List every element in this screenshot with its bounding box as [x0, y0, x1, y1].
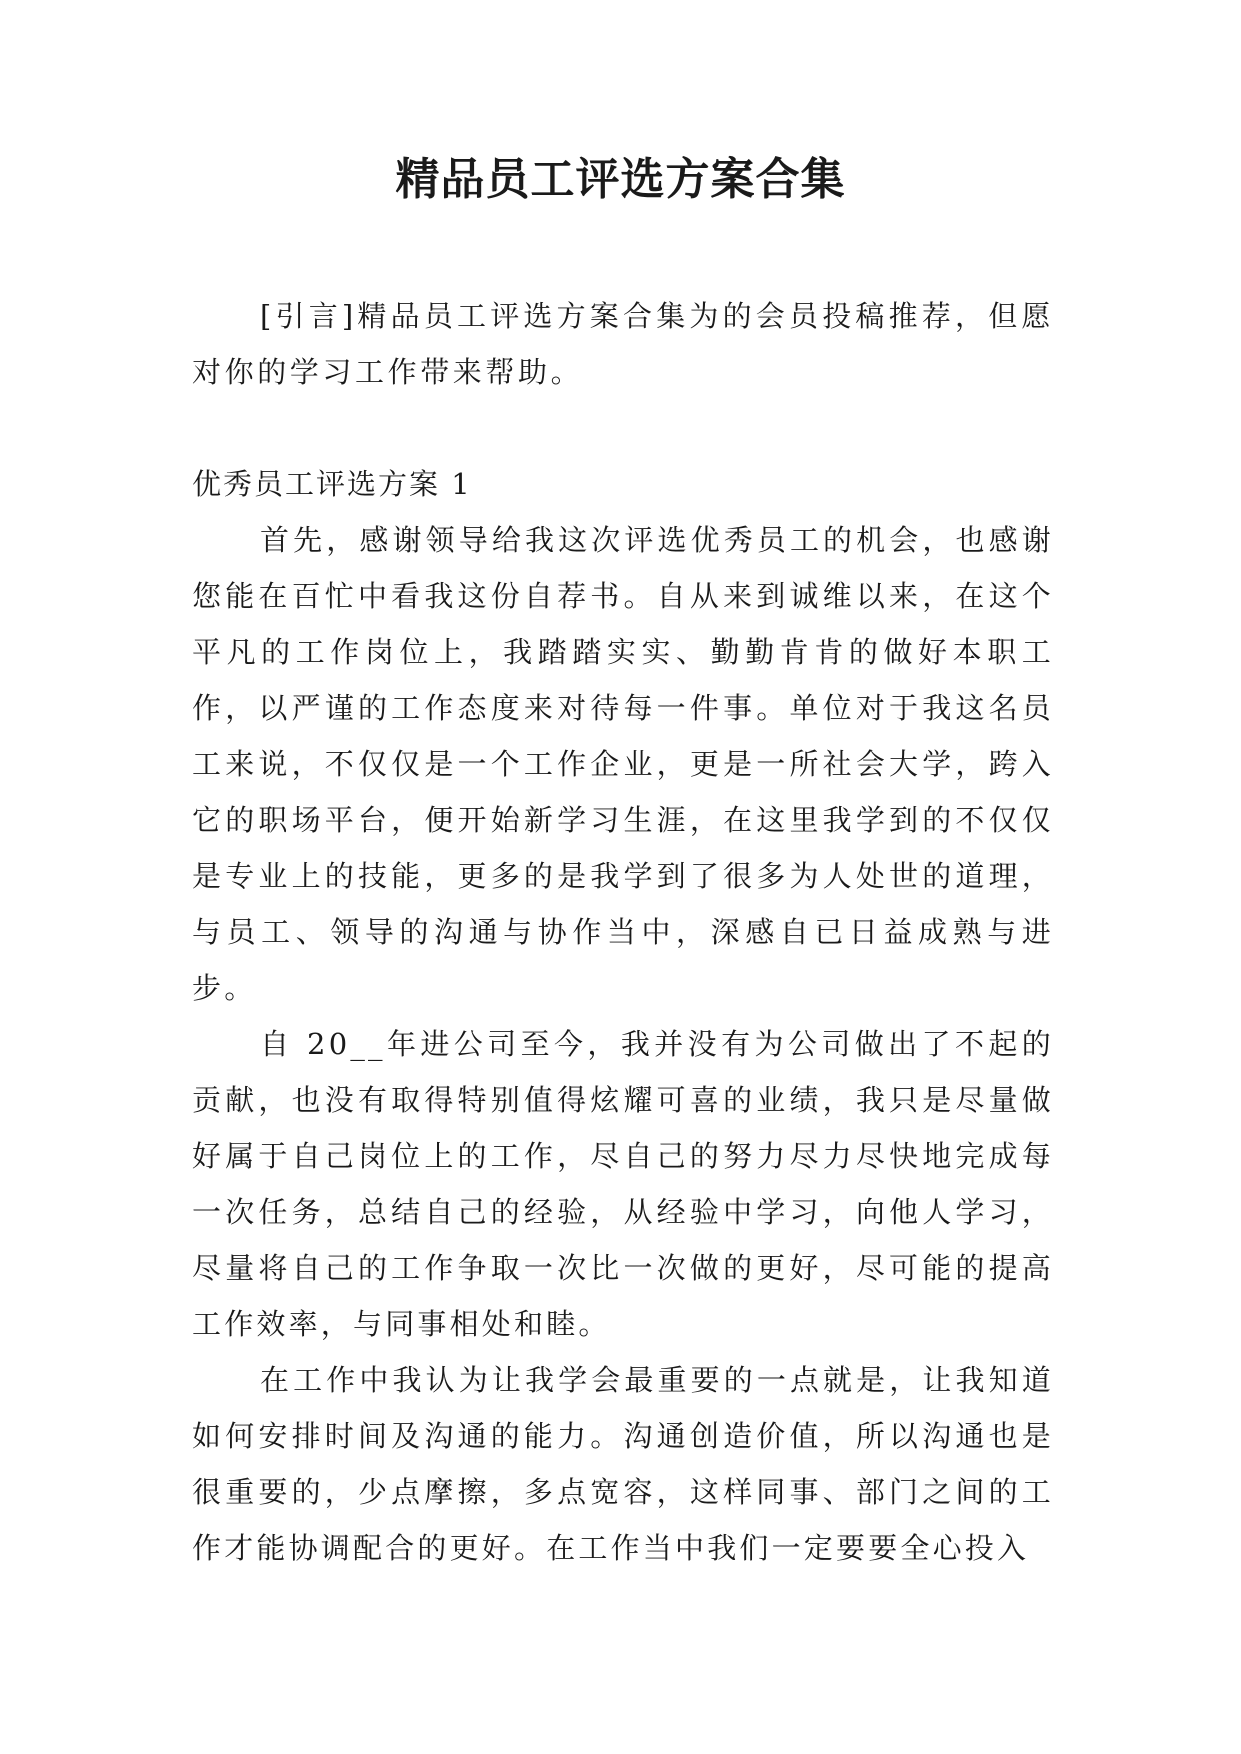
- section-heading: 优秀员工评选方案 1: [192, 467, 472, 501]
- body-paragraph: 在工作中我认为让我学会最重要的一点就是，让我知道如何安排时间及沟通的能力。沟通创造价值，所以沟通也是很重要的，少点摩擦，多点宽容，这样同事、部门之间的工作才能协调配合的更好。在工作当中我们一定要要全心投入: [192, 1363, 1054, 1565]
- body-paragraph: 首先，感谢领导给我这次评选优秀员工的机会，也感谢您能在百忙中看我这份自荐书。自从来到诚维以来，在这个平凡的工作岗位上，我踏踏实实、勤勤肯肯的做好本职工作，以严谨的工作态度来对待每一件事。单位对于我这名员工来说，不仅仅是一个工作企业，更是一所社会大学，跨入它的职场平台，便开始新学习生涯，在这里我学到的不仅仅是专业上的技能，更多的是我学到了很多为人处世的道理，与员工、领导的沟通与协作当中，深感自已日益成熟与进步。: [192, 523, 1054, 1005]
- intro-paragraph: [引言]精品员工评选方案合集为的会员投稿推荐，但愿对你的学习工作带来帮助。: [192, 299, 1054, 389]
- document-body: [192, 288, 1054, 1576]
- document-title: 精品员工评选方案合集: [395, 154, 846, 205]
- body-paragraph: 自 20__年进公司至今，我并没有为公司做出了不起的贡献，也没有取得特别值得炫耀可喜的业绩，我只是尽量做好属于自己岗位上的工作，尽自己的努力尽力尽快地完成每一次任务，总结自己的经验，从经验中学习，向他人学习，尽量将自己的工作争取一次比一次做的更好，尽可能的提高工作效率，与同事相处和睦。: [192, 1027, 1054, 1341]
